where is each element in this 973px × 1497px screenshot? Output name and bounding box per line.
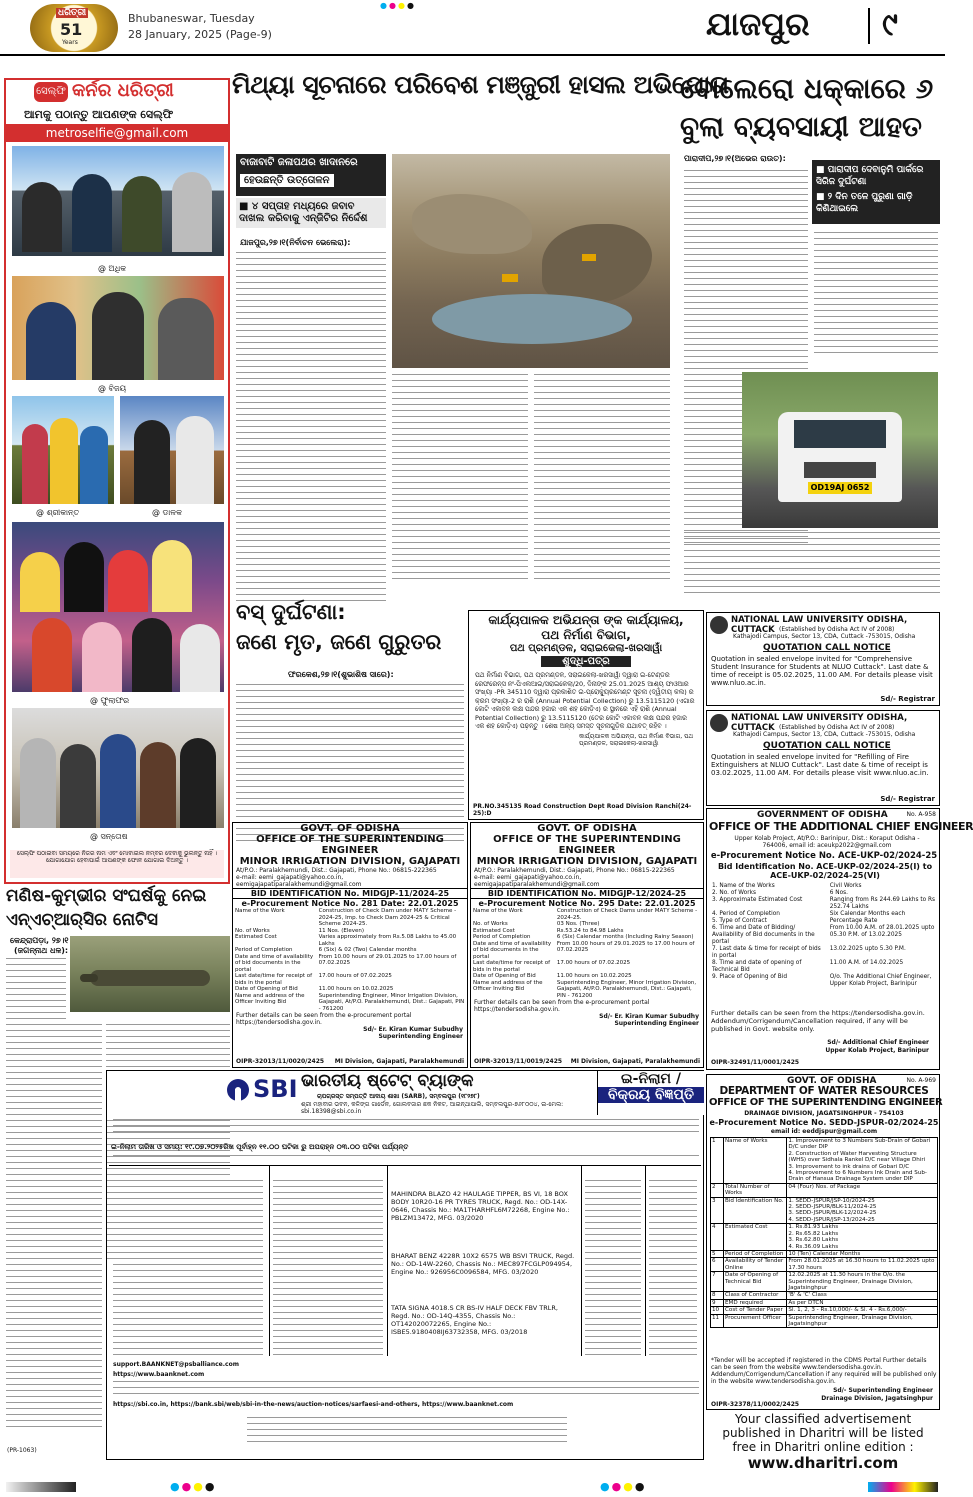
- mi-1-cell: Name and address of the Officer Inviting Bid: [235, 992, 305, 1005]
- ace-row: [711, 883, 937, 890]
- lead-headline: ମିଥ୍ୟା ସୂଚନାରେ ପରିବେଶ ମଞ୍ଜୁରୀ ହାସଲ ଅଭିଯୋଗ: [232, 70, 729, 99]
- dowr-tbody: [711, 1138, 938, 1328]
- ace-notice: [706, 808, 973, 1070]
- mi-2-row: [471, 934, 703, 941]
- selfie-photo-2: [12, 276, 224, 380]
- crocodile-photo: [70, 936, 230, 1012]
- sbi-auction-notice: [7, 1070, 704, 1460]
- masthead-divider: [868, 8, 870, 44]
- dowr-oipr: OIPR-32378/11/0002/2425: [711, 1401, 800, 1408]
- dowr-cell: Name of Works: [724, 1138, 787, 1184]
- mi-2-govt: GOVT. OF ODISHA: [537, 823, 637, 834]
- dowr-cell: 5: [711, 1250, 724, 1257]
- mi-1-row: [233, 954, 467, 974]
- dowr-cell: Estimated Cost: [724, 1224, 787, 1251]
- dowr-row: [711, 1258, 938, 1272]
- dharitri-ad-line-2: published in Dharitri will be listed: [722, 1426, 924, 1440]
- ace-row: [711, 897, 937, 911]
- sbi-pr-number: (PR-1063): [7, 1447, 37, 1454]
- ace-cell: 1. Name of the Works: [712, 883, 775, 889]
- mi-1-cell: Construction of Check Dam under MATY Scheme - 2024-25, Imp. to Check Dam 2024-25 & Critical Scheme 2024-25.: [318, 908, 457, 927]
- shuddhi-body: ପଥ ନିର୍ମାଣ ବିଭାଗ, ପଥ ପ୍ରମଣ୍ଡଳ, ସରାଇକେଲା-ଖରସାୱାଁ ଦ୍ୱାରା ଇ-ଟେଣ୍ଡର ରେଫରେନ୍ସ ନଂ-ପିଏଲଆଇ/ସରାଇକେଲା/20, ଦିନାଙ୍କ 25.01.2025 ଆଶ୍ୟ ଫାଓଆର ସଂଖ୍ୟା -PR 345110 ଦ୍ୱାରା ପ୍ରକାଶିତ ଇ-ପ୍ରୋକ୍ୟୁରମେଣ୍ଟ ସୂଚନା (ଦ୍ୱିତୀୟ କଲ) ର କ୍ରମ ସଂଖ୍ୟା-2 ର ରାଶି (Annual Potential Collection) ରୁ 13.5115120 (ଏଗାର କୋଟି ଏକାବନ ଲକ୍ଷ ପନ୍ଦର ହଜାର ଏକ ଶହ କୋଡ଼ିଏ) ର ସ୍ଥାନରେ ଏହି ରାଶି (Annual Potential Collection) ରୁ 13.5115120 (ତେର କୋଟି ଏକାବନ ଲକ୍ଷ ପନ୍ଦର ହଜାର ଏକ ଶହ କୋଡ଼ିଏ) ପଢ଼ନ୍ତୁ । ଶେଷ ଅନ୍ୟ ସମସ୍ତ ସୂଚନାଗୁଡ଼ିକ ଯଥାବତ୍ ରହିବ ।: [475, 671, 695, 730]
- shuddhi-title: ଶୁଦ୍ଧି-ପତ୍ର: [541, 656, 631, 667]
- dowr-cell: 2: [711, 1183, 724, 1197]
- dowr-sign: Sd/- Superintending Engineer: [833, 1387, 933, 1394]
- mi-2-sign: Sd/- Er. Kiran Kumar Subudhy: [599, 1013, 699, 1020]
- mi-2-addr: At/P.O.: Paralakhemundi, Dist.: Gajapati, Phone No.: 06815-222365: [474, 867, 675, 874]
- dowr-table: [710, 1137, 938, 1328]
- dowr-ad-number: No. A-969: [906, 1077, 936, 1084]
- sbi-vehicle-1: MAHINDRA BLAZO 42 HAULAGE TIPPER, BS VI, 18 BOX BODY 10R20-16 PR TYRES TRUCK, Regd. No.: OD-14X-0646, Chassis No.: MA1THARHFL6M72268, Engine No.: PBLZM13472, MFG. 03/2020: [391, 1190, 570, 1222]
- bolero-body-col-3: [684, 532, 940, 598]
- ace-ad-number: No. A-958: [906, 811, 936, 818]
- ace-office: OFFICE OF THE ADDITIONAL CHIEF ENGINEER: [709, 820, 973, 833]
- nluo-2-title: NATIONAL LAW UNIVERSITY ODISHA, CUTTACK: [731, 713, 908, 733]
- dowr-row: [711, 1272, 938, 1292]
- mi-1-email: e-mail: eemi_gajapati@yahoo.co.in, eemigajapatiparalakhemundi@gmail.com: [236, 874, 362, 888]
- mi-2-row: [471, 980, 703, 1000]
- masthead-district-name: ଯାଜପୁର: [706, 5, 810, 43]
- dowr-row: [711, 1197, 938, 1224]
- mi-2-oipr-right: MI Division, Gajapati, Paralakhemundi: [570, 1058, 700, 1065]
- bolero-bullet-2: ■ ୨ ଦିନ ତଳେ ପୁରୁଣା ଗାଡ଼ି କିଣିଥାଇଲେ: [816, 192, 913, 214]
- mi-1-cell: Estimated Cost: [235, 934, 277, 940]
- dowr-cell: 11: [711, 1314, 724, 1328]
- ace-oipr: OIPR-32491/11/0001/2425: [711, 1059, 800, 1066]
- manish-body-col-1: [6, 958, 66, 1024]
- dowr-cell: 04 (Four) Nos. of Package: [787, 1183, 938, 1197]
- logo-small-text: ଧରିତ୍ରୀ: [58, 8, 87, 18]
- ace-cell: 7. Last date & time for receipt of bids in portal: [712, 946, 821, 959]
- mi-2-cell: Date of Opening of Bid: [473, 973, 536, 979]
- ace-notice-no: e-Procurement Notice No. ACE-UKP-02/2024-25: [710, 851, 938, 861]
- dowr-row: [711, 1307, 938, 1314]
- nluo-1-notice: QUOTATION CALL NOTICE: [763, 643, 891, 653]
- dowr-cell: 6: [711, 1258, 724, 1272]
- mi-1-bid-id: BID IDENTIFICATION No. MIDGJP-11/2024-25: [233, 888, 467, 899]
- manish-body-col-2: [6, 1024, 102, 1432]
- dowr-cell: 8: [711, 1292, 724, 1299]
- lead-kicker-line-2: ହେଉଛନ୍ତି ଉତ୍ତୋଳନ: [240, 174, 334, 187]
- selfie-email-banner: metroselfie@gmail.com: [6, 124, 228, 142]
- mi-2-cell: 03 Nos. (Three): [556, 921, 600, 927]
- dowr-division: DRAINAGE DIVISION, JAGATSINGHPUR - 754103: [744, 1110, 904, 1117]
- ace-cell: 5. Type of Contract: [712, 918, 767, 924]
- mi-1-row: [233, 993, 467, 1013]
- sbi-col-divider-3: [581, 1166, 582, 1356]
- mi-2-cell: No. of Works: [473, 921, 508, 927]
- sbi-right-title: [597, 1071, 704, 1115]
- nluo-emblem-icon: [710, 616, 728, 634]
- lead-kicker-box: [236, 154, 386, 196]
- dowr-govt: GOVT. OF ODISHA: [787, 1076, 877, 1086]
- mi-1-cell: 11.00 hours on 10.02.2025: [318, 986, 394, 992]
- masthead-page-number: ୯: [882, 5, 898, 43]
- bolero-number-plate: OD19AJ 0652: [808, 482, 872, 494]
- dowr-cell: Sl. 1, 2, 3 - Rs.10,000/- & Sl. 4 - Rs.6,000/-: [787, 1307, 938, 1314]
- nluo-2-sub: (Established by Odisha Act IV of 2008): [779, 724, 895, 731]
- sbi-branch: ଚାପଗ୍ରସ୍ତ ସମ୍ପତ୍ତି ଆଦାୟ ଶାଖା (SARB), ସମ୍ବଲପୁର (୧୮୨୭୮): [317, 1093, 480, 1100]
- ace-cell: 2. No. of Works: [712, 890, 756, 896]
- sbi-col-divider-2: [387, 1166, 388, 1356]
- dowr-cell: Cost of Tender Paper: [724, 1307, 787, 1314]
- sbi-footer-links: https://sbi.co.in, https://bank.sbi/web/sbi-in-the-news/auction-notices/sarfaesi-and-others, https://www.baanknet.com: [113, 1401, 514, 1408]
- nluo-2-notice: QUOTATION CALL NOTICE: [763, 741, 891, 751]
- shuddhi-signer: କାର୍ଯ୍ୟପାଳକ ଅଭିଯନ୍ତା, ପଥ ନିର୍ମାଣ ବିଭାଗ, ପଥ ପ୍ରମଣ୍ଡଳ, ସରାଇକେଲା-ଖରସାୱାଁ: [579, 732, 694, 747]
- dowr-cell: Bid Identification No.: [724, 1197, 787, 1224]
- dowr-cell: 1. Rs.81.93 Lakhs 2. Rs.65.82 Lakhs 3. Rs.62.80 Lakhs 4. Rs.36.09 Lakhs: [787, 1224, 938, 1251]
- nluo-1-addr: Kathajodi Campus, Sector 13, CDA, Cuttack -753015, Odisha: [733, 633, 916, 640]
- shuddhi-pr: PR.NO.345135 Road Construction Dept Road Division Ranchi(24-25):D: [473, 803, 692, 817]
- dowr-row: [711, 1250, 938, 1257]
- dowr-cell: 1. SEDD-JSPUR/JSP-10/2024-25 2. SEDD-JSPUR/BLK-11/2024-25 3. SEDD-JSPUR/BLK-12/2024-25 4. SEDD-JSPUR/JSP-13/2024-25: [787, 1197, 938, 1224]
- mi-2-cell: 17.00 hours of 07.02.2025: [556, 960, 631, 966]
- selfie-photo-5: [12, 522, 224, 692]
- sbi-reserve-col: [649, 1180, 697, 1360]
- selfie-photo-3: [12, 396, 114, 504]
- mi-2-cell: 11.00 hours on 10.02.2025: [556, 973, 632, 979]
- mi-1-foot: Further details can be seen from the e-procurement portal https://tendersodisha.gov.in.: [236, 1012, 412, 1026]
- nluo-1-sub: (Established by Odisha Act IV of 2008): [779, 626, 895, 633]
- selfie-corner: [4, 78, 230, 884]
- mi-2-cell: Period of Completion: [473, 934, 531, 940]
- dowr-cell: 10: [711, 1307, 724, 1314]
- shuddhi-dept: ପଥ ନିର୍ମାଣ ବିଭାଗ,: [541, 628, 631, 642]
- mi-1-notice-no: e-Procurement Notice No. 281 Date: 22.01.2025: [241, 899, 459, 908]
- ace-row: [711, 918, 937, 925]
- sbi-header: [107, 1071, 703, 1115]
- bus-headline-line-2: ଜଣେ ମୃତ, ଜଣେ ଗୁରୁତର: [236, 630, 442, 654]
- mi-1-div: MINOR IRRIGATION DIVISION, GAJAPATI: [239, 856, 461, 867]
- ace-row: [711, 946, 937, 960]
- sbi-borrower-col: [113, 1180, 263, 1360]
- bolero-photo: [742, 372, 938, 528]
- mi-1-cell: No. of Works: [235, 927, 270, 934]
- mi-2-foot: Further details can be seen from the e-procurement portal https://tendersodisha.gov.in.: [474, 999, 650, 1013]
- dowr-cell: 9: [711, 1299, 724, 1306]
- sbi-col-divider-1: [269, 1166, 270, 1356]
- mi-2-oipr: OIPR-32013/11/0019/2425: [474, 1058, 563, 1065]
- ace-cell: 4. Period of Completion: [712, 911, 780, 917]
- sbi-terms-lines: [113, 1381, 699, 1399]
- ace-row: [711, 960, 937, 974]
- mi-2-row: [471, 908, 703, 921]
- mi-2-office: OFFICE OF THE SUPERINTENDING ENGINEER: [493, 834, 681, 856]
- ace-bid: Bid Identification No. ACE-UKP-02/2024-25(I) to ACE-UKP-02/2024-25(VI): [717, 862, 933, 880]
- nluo-1-title: NATIONAL LAW UNIVERSITY ODISHA, CUTTACK: [731, 615, 908, 635]
- lead-kicker-line-1: ବାଜାବାଟି ଜଳାପଥର ଖାଦାନରେ: [240, 157, 358, 168]
- nluo-notice-2: [706, 710, 940, 806]
- dowr-row: [711, 1183, 938, 1197]
- bolero-headline-line-1: ବୋଲେରୋ ଧକ୍କାରେ ୬: [680, 72, 934, 105]
- dowr-email: email id: eeddjspur@gmail.com: [770, 1128, 878, 1135]
- ace-row: [711, 911, 937, 918]
- mi-2-div: MINOR IRRIGATION DIVISION, GAJAPATI: [476, 856, 698, 867]
- sbi-site: https://www.baanknet.com: [113, 1371, 205, 1378]
- ace-govt: GOVERNMENT OF ODISHA: [757, 810, 888, 820]
- ace-cell: 3. Approximate Estimated Cost: [712, 897, 803, 903]
- ace-cell: Six Calendar Months each: [829, 911, 906, 917]
- dowr-cell: Period of Completion: [724, 1250, 787, 1257]
- masthead-place-date: Bhubaneswar, Tuesday: [128, 12, 255, 25]
- dowr-cell: Class of Contractor: [724, 1292, 787, 1299]
- selfie-caption-3: @ ଶ୍ରୀକାନ୍ତ: [36, 508, 80, 517]
- mi-1-cell: 17.00 hours of 07.02.2025: [318, 973, 392, 979]
- lead-body-col-2: [392, 374, 528, 584]
- mi-1-cell: Date of Opening of Bid: [235, 986, 298, 992]
- lead-body-col-3: [534, 374, 670, 584]
- mi-2-cell: Construction of Check Dams under MATY Scheme - 2024-25.: [556, 908, 698, 921]
- mi-1-cell: Varies approximately from Rs.5.08 Lakhs to 45.00 Lakhs: [318, 934, 457, 947]
- dowr-cell: 7: [711, 1272, 724, 1292]
- dowr-dept: DEPARTMENT OF WATER RESOURCES: [719, 1085, 929, 1097]
- shuddhi-division: ପଥ ପ୍ରମଣ୍ଡଳ, ସରାଇକେଲା-ଖରସାୱାଁ: [509, 643, 663, 654]
- dowr-foot: *Tender will be accepted if registered in the CDMS Portal Further details can be seen from the website www.tendersodisha.gov.in. Addendum/Corrigendum/Cancellation if any required will be published only in the website www.tendersodisha.gov.in.: [711, 1357, 937, 1385]
- mi-1-oipr: OIPR-32013/11/0020/2425: [236, 1058, 325, 1065]
- masthead-date-page: 28 January, 2025 (Page-9): [128, 28, 272, 41]
- sbi-logo-text: SBI: [253, 1075, 298, 1103]
- ace-cell: Ranging from Rs 244.69 Lakhs to Rs 252.74 Lakhs: [829, 897, 936, 910]
- nluo-notice-1: [706, 612, 940, 706]
- sbi-intro-lines-2: [113, 1155, 699, 1161]
- bolero-headline-line-2: ବୁଲା ବ୍ୟବସାୟୀ ଆହତ: [680, 110, 922, 143]
- dowr-cell: EMD required: [724, 1299, 787, 1306]
- ace-table: [711, 883, 937, 988]
- ace-row: [711, 974, 937, 988]
- mi-2-cell: 6 (Six) Calendar months (Including Rainy Season): [556, 934, 694, 940]
- sbi-logo-icon: [227, 1079, 249, 1101]
- nluo-emblem-icon-2: [710, 714, 728, 732]
- sbi-owner-col: [273, 1180, 383, 1360]
- bolero-bullets: [812, 160, 940, 224]
- shuddhipatra-notice: [468, 610, 704, 820]
- mi-notice-1: [232, 822, 468, 1068]
- nluo-1-sign: Sd/- Registrar: [880, 695, 935, 703]
- selfie-tagline: ଆମକୁ ପଠାନ୍ତୁ ଆପଣଙ୍କ ସେଲ୍ଫି: [24, 108, 174, 121]
- registration-marks: ●●●●: [380, 1, 416, 10]
- dharitri-51-logo: [30, 4, 118, 52]
- mi-1-govt: GOVT. OF ODISHA: [300, 823, 400, 834]
- bolero-dateline: ପାରାଦୀପ,୨୭।୧(ଅଭେର ରାଉତ):: [684, 154, 786, 163]
- dowr-cell: 1: [711, 1138, 724, 1184]
- ace-sign: Sd/- Additional Chief Engineer: [827, 1039, 929, 1046]
- ace-row: [711, 925, 937, 946]
- bolero-body-col-2: [814, 232, 938, 358]
- sbi-footer-lines: [247, 1417, 567, 1447]
- dowr-cell: 1. Improvement to 3 Numbers Sub-Drain of Gobari D/C under DIP 2. Construction of Water Harvesting Structure (WHS) over Sidhala Rankel D/C near Village Dhiri 3. Improvement to ink drains of Gobari D/C 4. Improvement to 6 Numbers Ink Drain and Sub-Drain of Hansua Drainage System under DIP: [787, 1138, 938, 1184]
- dowr-cell: From 28.01.2025 at 16.30 hours to 11.02.2025 upto 17.30 hours: [787, 1258, 938, 1272]
- selfie-footer-note: ସେଲ୍ଫି ପଠାଇବା ସମୟରେ ନିଜର ନାମ ଏବଂ ମୋବାଇଲ ନମ୍ବର ଦେବାକୁ ଭୁଲନ୍ତୁ ନାହିଁ । ଯୋଗାଯୋଗ ହେବାପାଇଁ ଆପଣଙ୍କ ଫୋନ ଯୋଗାଇ ଦିଅନ୍ତୁ ।: [10, 850, 224, 878]
- dowr-office: OFFICE OF THE SUPERINTENDING ENGINEER: [709, 1097, 943, 1108]
- mi-1-cell: Name of the Work: [235, 908, 285, 914]
- dowr-row: [711, 1299, 938, 1306]
- mi-2-row: [471, 941, 703, 961]
- ace-row: [711, 890, 937, 897]
- mi-2-bid-id: BID IDENTIFICATION No. MIDGJP-12/2024-25: [471, 888, 703, 899]
- selfie-banner-title: କର୍ନର ଧରିତ୍ରୀ: [72, 80, 174, 101]
- logo-years-label: Years: [62, 39, 78, 46]
- nluo-2-sign: Sd/- Registrar: [880, 795, 935, 803]
- sbi-right-line-1: ଇ-ନିଲାମ /: [621, 1071, 681, 1087]
- ace-sign2: Upper Kolab Project, Barinipur: [825, 1047, 929, 1054]
- mi-2-email: e-mail: eemi_gajapati@yahoo.co.in, eemigajapatiparalakhemundi@gmail.com: [474, 874, 600, 888]
- sbi-table: [109, 1165, 701, 1356]
- mi-1-cell: Date and time of availability of bid documents in the portal: [235, 953, 314, 973]
- ace-addr: Upper Kolab Project, At/P.O.: Barinipur, Dist.: Koraput Odisha - 764006, email id: aceukp2022@gmail.com: [734, 835, 920, 849]
- lead-dateline: ଯାଜପୁର,୨୭।୧(ନିର୍ବାଚନ ଭେଲେରା):: [240, 238, 351, 247]
- ace-cell: O/o. The Additional Chief Engineer, Upper Kolab Project, Barinipur: [829, 974, 932, 987]
- mi-2-cell: Name of the Work: [473, 908, 523, 914]
- manish-headline-line-1: ମଣିଷ-କୁମ୍ଭୀର ସଂଘର୍ଷକୁ ନେଇ: [6, 886, 207, 906]
- dowr-row: [711, 1314, 938, 1328]
- sbi-vehicle-3: TATA SIGNA 4018.S CR BS-IV HALF DECK FBV TRLR, Regd. No.: OD-14Q-4355, Chassis No.: OT142020072265, Engine No.: ISBE5.9180408IJ63732358, MFG. 03/2018: [391, 1304, 558, 1336]
- mi-2-sign2: Superintending Engineer: [614, 1020, 699, 1027]
- mi-1-tbody: [233, 908, 467, 1012]
- quarry-photo: [392, 154, 670, 368]
- masthead-rule: [0, 54, 945, 56]
- mi-1-cell: From 10.00 hours of 29.01.2025 to 17.00 hours of 07.02.2025: [318, 953, 457, 966]
- sbi-address: ଶ୍ରୀ ମହାବୀର ଭବନ, କଳିଙ୍ଗ ଗାର୍ଡେନ, ଗୋଲବଜାର ଛକ ନିକଟ, ଆଇନ୍‌ଥାପାଲି, ସମ୍ବଲପୁର-୭୬୮୦୦୪, ଇ-ମେଲ: sbi.18398@sbi.co.in: [301, 1101, 564, 1115]
- mi-2-cell: From 10.00 hours of 29.01.2025 to 17.00 hours of 07.02.2025: [556, 940, 695, 953]
- manish-headline-line-2: ଏନ୍‌ଏଚ୍‌ଆର୍‌ସିର ନୋଟିସ: [6, 910, 158, 930]
- ace-tbody: [711, 883, 937, 988]
- dowr-row: [711, 1224, 938, 1251]
- selfie-photo-1: [12, 146, 224, 256]
- manish-dateline-2: (ଜଗନ୍ନାଥ ଧଳ):: [14, 946, 69, 955]
- dowr-cell: 'B' & 'C' Class: [787, 1292, 938, 1299]
- dowr-cell: Total Number of Works: [724, 1183, 787, 1197]
- shuddhi-office: କାର୍ଯ୍ୟପାଳକ ଅଭିଯନ୍ତା ଙ୍କ କାର୍ଯ୍ୟାଳୟ,: [488, 613, 684, 627]
- dowr-cell: 4: [711, 1224, 724, 1251]
- nluo-2-addr: Kathajodi Campus, Sector 13, CDA, Cuttack -753015, Odisha: [733, 731, 916, 738]
- sbi-auction-timing: ଇ-ନିଲାମ ତାରିଖ ଓ ସମୟ: ୧୯.୦୭.୨୦୨୫ରିଖ ପୂର୍ବାହ୍ନ ୧୧.୦୦ ଘଟିକା ରୁ ଅପରାହ୍ନ ୦୩.୦୦ ଘଟିକା ପର୍ଯ୍ୟନ୍ତ: [111, 1143, 409, 1151]
- mi-2-cell: Last date/time for receipt of bids in the portal: [473, 960, 551, 973]
- mi-2-cell: Estimated Cost: [473, 927, 515, 934]
- selfie-photo-4: [120, 396, 224, 504]
- mi-1-oipr-right: MI Division, Gajapati, Paralakhemundi: [334, 1058, 464, 1065]
- ace-cell: From 10.00 A.M. of 28.01.2025 upto 05.30 P.M. of 13.02.2025: [829, 925, 935, 938]
- ace-cell: 9. Place of Opening of Bid: [712, 974, 788, 980]
- sbi-right-line-2: ବିକ୍ରୟ ବିଜ୍ଞପ୍ତି: [598, 1087, 704, 1103]
- dharitri-ad-line-3: free in Dharitri online edition :: [732, 1440, 914, 1454]
- selfie-photo-6: [12, 708, 224, 828]
- dharitri-ad-line-1: Your classified advertisement: [734, 1412, 912, 1426]
- mi-1-cell: Superintending Engineer, Minor Irrigation Division, Gajapati, At/P.O. Paralakhemundi, Dist.: Gajapati, PIN - 761200: [318, 992, 465, 1012]
- dowr-row: [711, 1138, 938, 1184]
- phone-icon: ସେଲ୍ଫି: [34, 82, 68, 102]
- ace-cell: Percentage Rate: [829, 918, 878, 924]
- nluo-1-body: Quotation in sealed envelope invited for "Comprehensive Student Insurance for Students at NLUO Cuttack". Last date & time of receipt is 05.02.2025, 11.00 AM. For details please visit www.nluo.ac.in.: [711, 655, 933, 687]
- bus-headline-line-1: ବସ୍ ଦୁର୍ଘଟଣା:: [236, 600, 346, 624]
- ace-foot: Further details can be seen from the https://tendersodisha.gov.in. Addendum/Corrigendum/Cancellation required, if any will be published in Govt. website only.: [711, 1009, 925, 1033]
- sbi-col-divider-4: [645, 1166, 646, 1356]
- mi-2-table: [471, 908, 703, 999]
- selfie-caption-2: @ ବିଜୟ: [98, 384, 127, 393]
- bus-dateline: ଫରକେଶ,୨୭।୧(ଶୁଭାଶିଷ ସାରେ):: [288, 670, 394, 679]
- dowr-row: [711, 1292, 938, 1299]
- selfie-caption-4: @ ଡାଳକ: [152, 508, 182, 517]
- mi-2-cell: Superintending Engineer, Minor Irrigation Division, Gajapati, At/P.O. Paralakhemundi, Dist.: Gajapati, PIN - 761200: [556, 979, 697, 999]
- mi-1-sign: Sd/- Er. Kiran Kumar Subudhy: [363, 1026, 463, 1033]
- dowr-cell: Superintending Engineer, Drainage Division, Jagatsinghpur: [787, 1314, 938, 1328]
- selfie-caption-6: @ ସନ୍ତୋଷ: [90, 832, 128, 841]
- ace-cell: 11.00 A.M. of 14.02.2025: [829, 960, 904, 966]
- mi-2-cell: Name and address of the Officer Inviting Bid: [473, 979, 543, 992]
- mi-1-row: [233, 934, 467, 947]
- mi-1-row: [233, 908, 467, 928]
- ace-cell: 6 Nos.: [829, 890, 848, 896]
- logo-years-number: 51: [60, 20, 83, 39]
- dowr-notice: [706, 1074, 943, 1410]
- dowr-cell: 3: [711, 1197, 724, 1224]
- masthead: [0, 0, 945, 56]
- mi-1-cell: Period of Completion: [235, 947, 293, 953]
- dowr-sign2: Drainage Division, Jagatsinghpur: [821, 1395, 933, 1402]
- dowr-cell: 12.02.2025 at 11.30 hours in the O/o. the Superintending Engineer, Drainage Division, Jagatsinghpur: [787, 1272, 938, 1292]
- ace-cell: 8. Time and date of opening of Technical Bid: [712, 960, 802, 973]
- lead-bullet: ■ ୪ ସପ୍ତାହ ମଧ୍ୟରେ ଜବାବ ଦାଖଲ କରିବାକୁ ଏନ୍‌ଜିଟିର ନିର୍ଦ୍ଦେଶ: [236, 198, 386, 228]
- dowr-notice-no: e-Procurement Notice No. SEDD-JSPUR-02/2024-25: [709, 1118, 939, 1127]
- mi-2-cell: Date and time of availability of bid documents in the portal: [473, 940, 552, 960]
- mi-1-table: [233, 908, 467, 1012]
- bolero-bullet-1: ■ ପାରାଦୀପ ଦେବାନୁମି ପାର୍କରେ ସିରିଜ ଦୁର୍ଘଟଣା: [816, 165, 924, 187]
- mi-2-notice-no: e-Procurement Notice No. 295 Date: 22.01.2025: [478, 899, 696, 908]
- ace-cell: 13.02.2025 upto 5.30 P.M.: [829, 946, 906, 952]
- sbi-vehicle-2: BHARAT BENZ 4228R 10X2 6575 WB BSVI TRUCK, Regd. No.: OD-14W-2260, Chassis No.: MEC897FCGLP094954, Engine No.: 926956C0096584, MFG. 03/2020: [391, 1252, 575, 1276]
- dowr-cell: Procurement Officer: [724, 1314, 787, 1328]
- dharitri-ad-url[interactable]: www.dharitri.com: [747, 1454, 899, 1472]
- mi-1-office: OFFICE OF THE SUPERINTENDING ENGINEER: [256, 834, 444, 856]
- bottom-color-marks: ●●●● ●●●●: [0, 1480, 945, 1494]
- sbi-intro-lines: [113, 1119, 699, 1137]
- mi-1-row: [233, 973, 467, 986]
- mi-2-cell: Rs.53.24 to 84.98 Lakhs: [556, 927, 624, 934]
- selfie-caption-1: @ ଅଧିକ: [98, 264, 127, 273]
- mi-1-sign2: Superintending Engineer: [378, 1033, 463, 1040]
- mi-1-cell: 11 Nos. (Eleven): [318, 927, 365, 934]
- dowr-cell: Date of Opening of Technical Bid: [724, 1272, 787, 1292]
- dharitri-online-ad: [706, 1412, 940, 1472]
- selfie-caption-5: @ ଫୁଲାଫର: [90, 696, 130, 705]
- dowr-cell: As per DTCN: [787, 1299, 938, 1306]
- sbi-amount-col: [585, 1180, 641, 1360]
- selfie-banner: [6, 80, 228, 106]
- dowr-cell: 10 (Ten) Calendar Months: [787, 1250, 938, 1257]
- mi-1-cell: 6 (Six) & 02 (Two) Calendar months: [318, 947, 417, 953]
- sbi-name: ଭାରତୀୟ ଷ୍ଟେଟ୍ ବ୍ୟାଙ୍କ: [301, 1071, 474, 1091]
- nluo-2-body: Quotation in sealed envelope invited for "Refilling of Fire Extinguishers at NLUO Cuttack". Last date & time of receipt is 03.02.2025, 11.00 AM. For details please visit www.nluo.ac.in.: [711, 753, 929, 777]
- mi-1-cell: Last date/time for receipt of bids in the portal: [235, 973, 313, 986]
- ace-cell: 6. Time and Date of Bidding/ Availability of Bid documents in the portal: [712, 925, 815, 945]
- manish-dateline: କେନ୍ଦ୍ରାପଡ଼ା, ୨୭।୧: [10, 936, 69, 945]
- mi-2-tbody: [471, 908, 703, 999]
- sbi-support-email: support.BAANKNET@psballiance.com: [113, 1361, 239, 1368]
- dowr-cell: Availability of Tender Online: [724, 1258, 787, 1272]
- ace-cell: Civil Works: [829, 883, 862, 889]
- mi-notice-2: [470, 822, 704, 1068]
- mi-2-row: [471, 960, 703, 973]
- lead-body-col-1: [236, 252, 386, 606]
- mi-1-addr: At/P.O.: Paralakhemundi, Dist.: Gajapati, Phone No.: 06815-222365: [236, 867, 437, 874]
